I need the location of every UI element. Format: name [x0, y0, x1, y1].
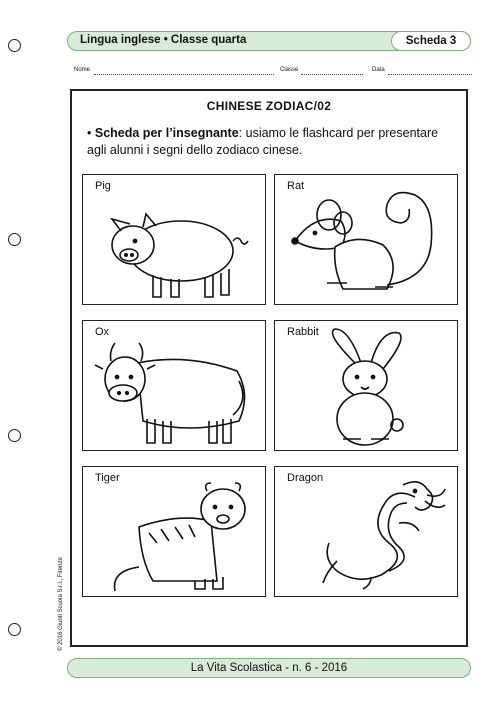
- card-label: Rat: [287, 180, 305, 192]
- rabbit-icon: [275, 321, 459, 452]
- flashcard-ox: [82, 320, 266, 451]
- subject-label: Lingua inglese • Classe quarta: [80, 34, 247, 46]
- dragon-icon: [275, 467, 459, 598]
- binder-hole: [8, 429, 21, 442]
- card-label: Dragon: [287, 472, 324, 484]
- header-bar: [67, 31, 471, 51]
- binder-hole: [8, 233, 21, 246]
- tiger-icon: [83, 467, 267, 598]
- card-label: Pig: [95, 180, 111, 192]
- binder-hole: [8, 39, 21, 52]
- flashcard-rabbit: [274, 320, 458, 451]
- binder-hole: [8, 623, 21, 636]
- teacher-instructions: [87, 125, 457, 159]
- bullet: •: [87, 126, 92, 140]
- footer-bar: La Vita Scolastica - n. 6 - 2016: [67, 658, 471, 678]
- sheet-number: Scheda 3: [391, 31, 471, 51]
- ox-icon: [83, 321, 267, 452]
- copyright-note: © 2016 Giunti Scuola S.r.l., Firenze: [58, 557, 64, 651]
- date-field[interactable]: [388, 74, 472, 75]
- card-label: Ox: [95, 326, 110, 338]
- card-label: Rabbit: [287, 326, 319, 338]
- date-label: Data: [372, 67, 385, 73]
- instruction-text: : usiamo le flashcard per presentare agli alunni i segni dello zodiaco cinese.: [87, 126, 439, 157]
- rat-icon: [275, 175, 459, 306]
- flashcard-pig: [82, 174, 266, 305]
- name-field[interactable]: [94, 74, 274, 75]
- class-field[interactable]: [301, 74, 363, 75]
- class-label: Classe: [280, 67, 299, 73]
- name-label: Nome: [74, 67, 91, 73]
- flashcard-tiger: [82, 466, 266, 597]
- instruction-heading: Scheda per l’insegnante: [94, 126, 239, 140]
- card-label: Tiger: [95, 472, 120, 484]
- pig-icon: [83, 175, 267, 306]
- worksheet-title: CHINESE ZODIAC/02: [206, 99, 332, 113]
- flashcard-dragon: [274, 466, 458, 597]
- student-fields: [74, 67, 472, 79]
- flashcard-rat: [274, 174, 458, 305]
